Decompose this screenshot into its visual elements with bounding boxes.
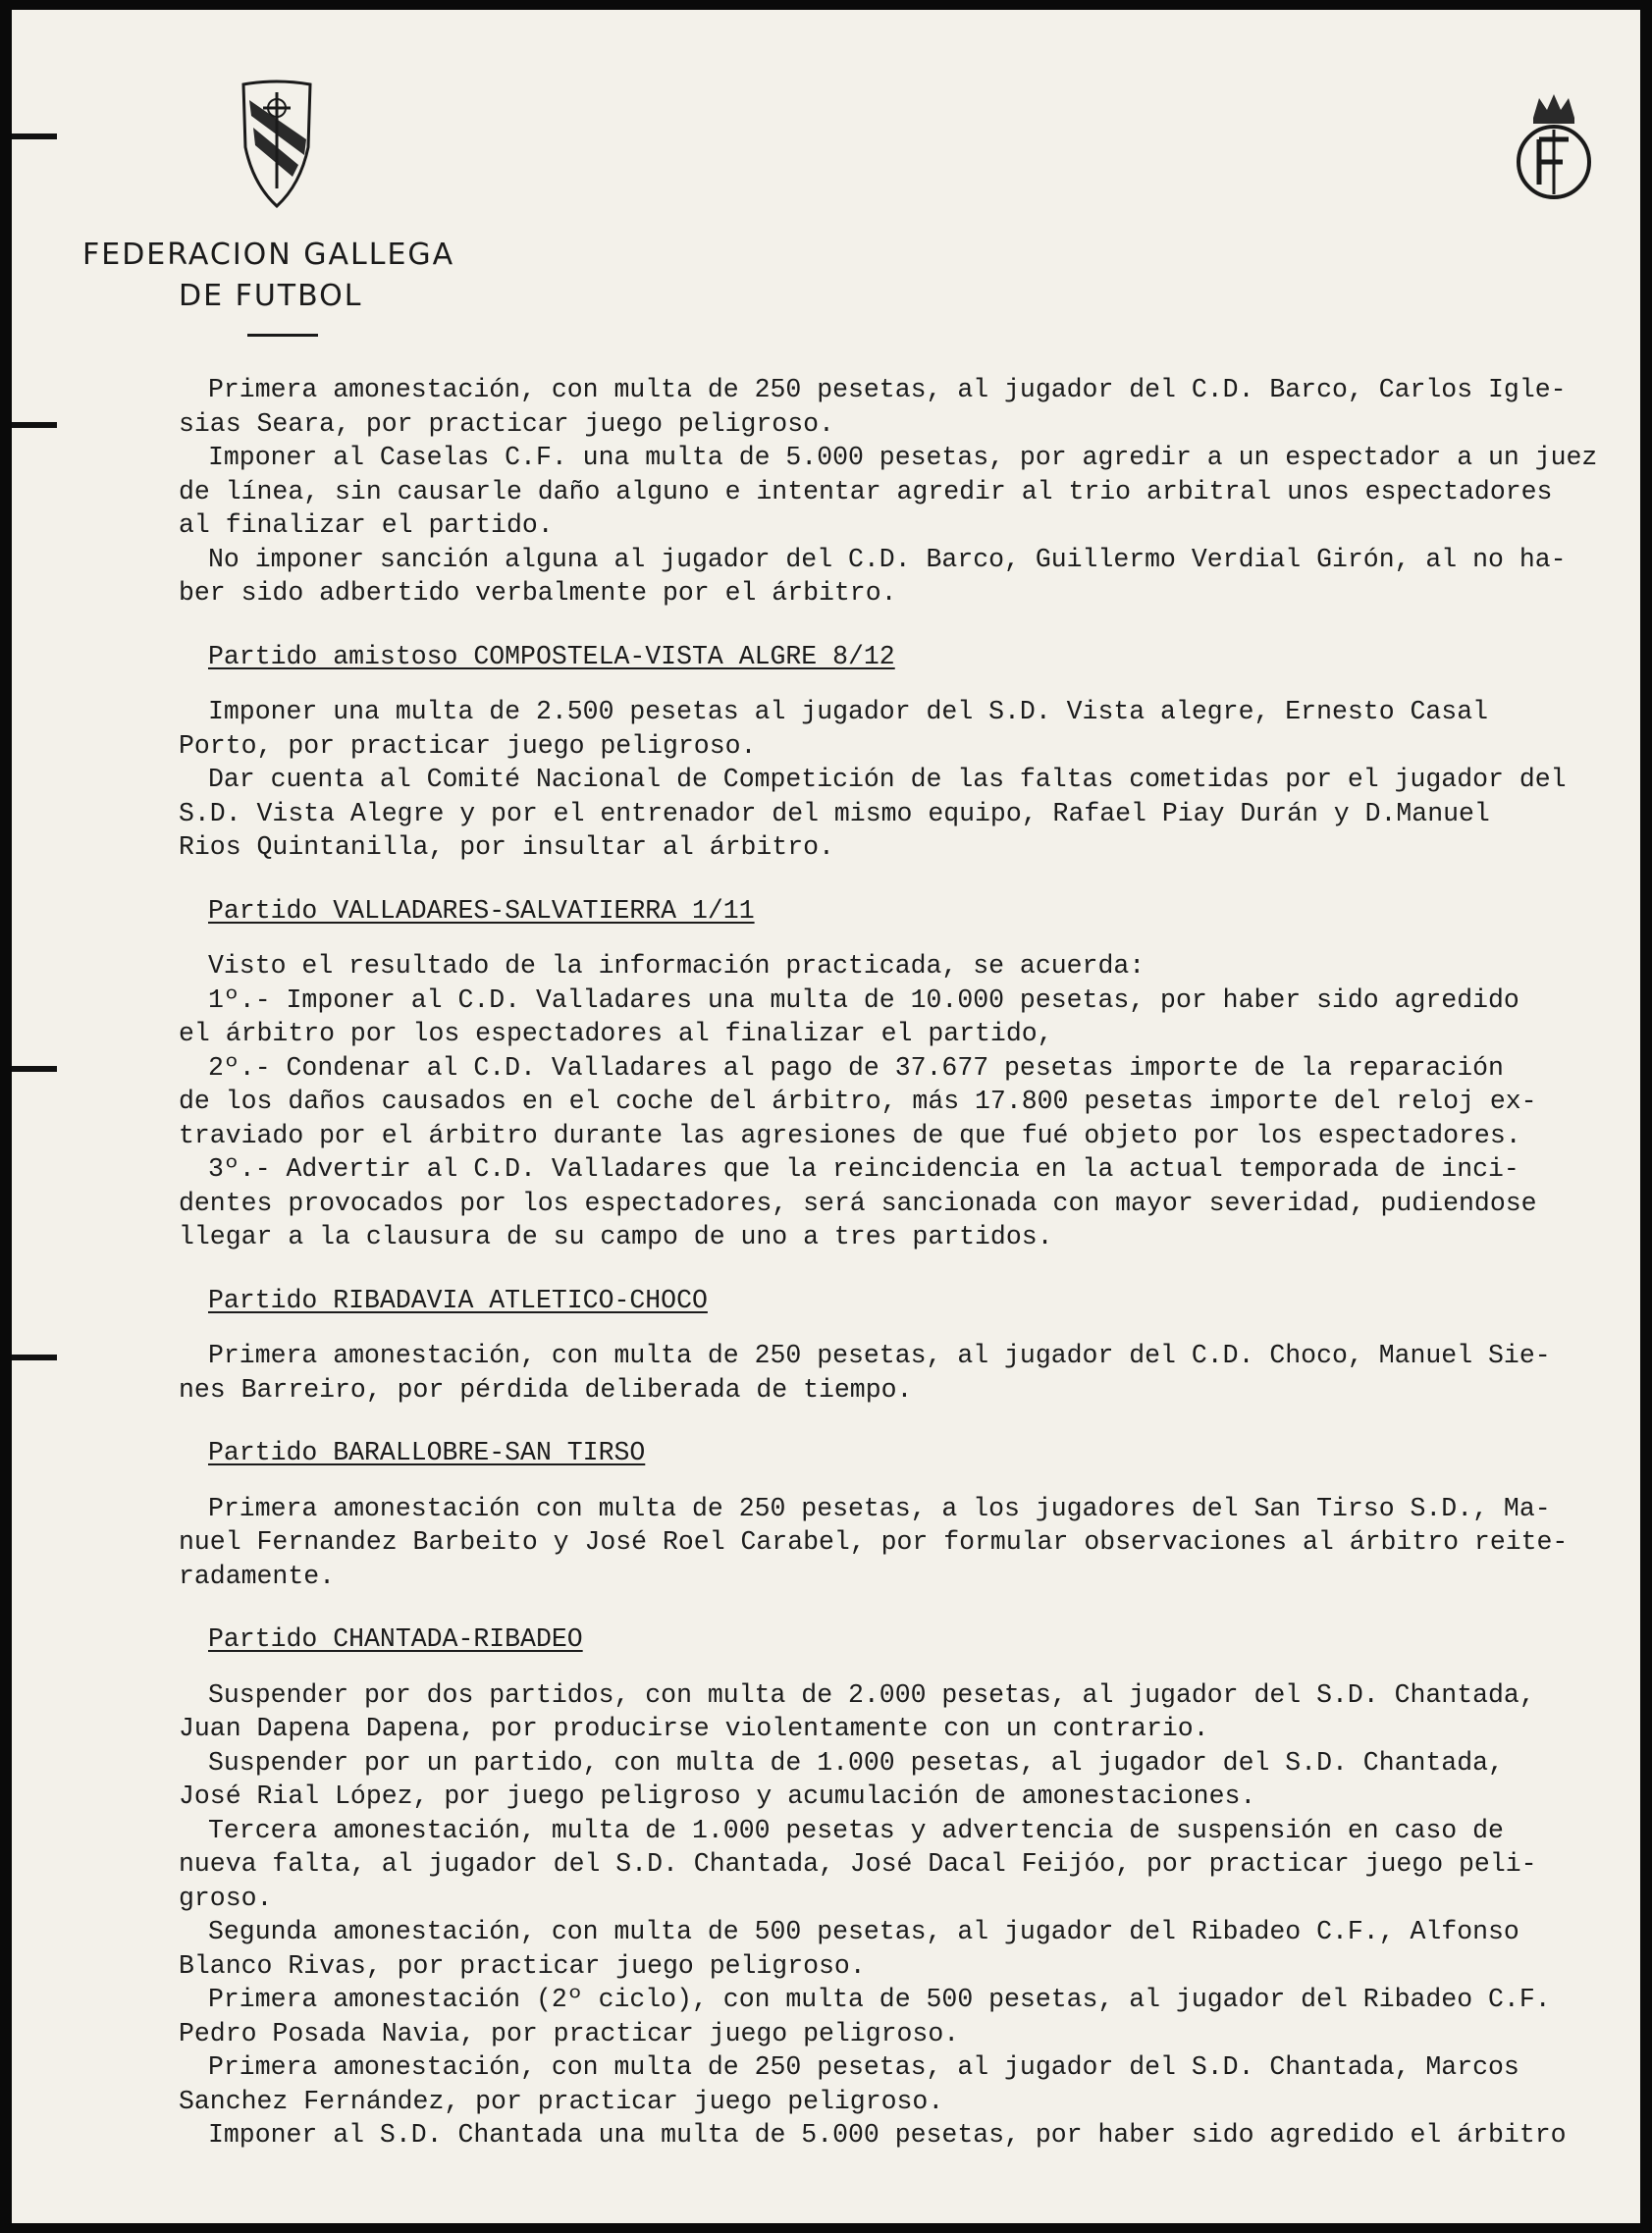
- text-line: Juan Dapena Dapena, por producirse violentamente con un contrario.: [179, 1714, 1209, 1743]
- text-line: Suspender por dos partidos, con multa de 2.000 pesetas, al jugador del S.D. Chantada,: [208, 1679, 1535, 1710]
- text-line: al finalizar el partido.: [179, 510, 554, 540]
- text-line: Imponer una multa de 2.500 pesetas al jugador del S.D. Vista alegre, Ernesto Casal: [208, 697, 1489, 726]
- federation-shield-icon: [238, 79, 316, 211]
- text-line: dentes provocados por los espectadores, será sancionada con mayor severidad, pudiendose: [179, 1188, 1537, 1218]
- text-line: Rios Quintanilla, por insultar al árbitro.: [179, 832, 834, 862]
- text-line: de los daños causados en el coche del árbitro, más 17.800 pesetas importe del reloj ex-: [179, 1087, 1537, 1116]
- text-line: ber sido adbertido verbalmente por el árbitro.: [179, 578, 897, 608]
- text-line: Sanchez Fernández, por practicar juego peligroso.: [179, 2086, 944, 2116]
- binder-hole-mark: [12, 1066, 57, 1072]
- text-line: radamente.: [179, 1561, 336, 1591]
- section-heading: Partido amistoso COMPOSTELA-VISTA ALGRE 8/12: [208, 641, 895, 671]
- text-line: de línea, sin causarle daño alguno e intentar agredir al trio arbitral unos espectadores: [179, 476, 1553, 506]
- text-line: Visto el resultado de la información practicada, se acuerda:: [208, 951, 1146, 981]
- text-line: Blanco Rivas, por practicar juego peligroso.: [179, 1950, 866, 1981]
- text-line: S.D. Vista Alegre y por el entrenador del mismo equipo, Rafael Piay Durán y D.Manuel: [179, 798, 1490, 828]
- text-line: 3º.- Advertir al C.D. Valladares que la reincidencia en la actual temporada de inci-: [208, 1154, 1519, 1184]
- text-line: Imponer al Caselas C.F. una multa de 5.000 pesetas, por agredir a un espectador a un juez: [208, 443, 1598, 472]
- document-body: [179, 373, 1640, 2153]
- text-line: el árbitro por los espectadores al finalizar el partido,: [179, 1019, 1053, 1048]
- organization-name-subline: DE FUTBOL: [179, 279, 363, 313]
- text-line: 1º.- Imponer al C.D. Valladares una multa de 10.000 pesetas, por haber sido agredido: [208, 984, 1519, 1015]
- text-line: Primera amonestación, con multa de 250 pesetas, al jugador del S.D. Chantada, Marcos: [208, 2052, 1519, 2082]
- text-line: groso.: [179, 1883, 273, 1913]
- binder-hole-mark: [12, 1355, 57, 1360]
- organization-name: FEDERACION GALLEGA: [82, 238, 455, 272]
- text-line: traviado por el árbitro durante las agresiones de que fué objeto por los espectadores.: [179, 1120, 1521, 1150]
- letterhead-rule: [247, 334, 318, 337]
- text-line: Primera amonestación, con multa de 250 pesetas, al jugador del C.D. Choco, Manuel Sie-: [208, 1341, 1551, 1370]
- text-line: No imponer sanción alguna al jugador del C.D. Barco, Guillermo Verdial Girón, al no ha-: [208, 544, 1567, 574]
- letterhead: [71, 69, 483, 363]
- text-line: Segunda amonestación, con multa de 500 pesetas, al jugador del Ribadeo C.F., Alfonso: [208, 1917, 1519, 1946]
- section-heading: Partido BARALLOBRE-SAN TIRSO: [208, 1438, 646, 1467]
- text-line: Primera amonestación, con multa de 250 pesetas, al jugador del C.D. Barco, Carlos Igle-: [208, 375, 1567, 404]
- text-line: Dar cuenta al Comité Nacional de Competición de las faltas cometidas por el jugador del: [208, 765, 1567, 794]
- text-line: Pedro Posada Navia, por practicar juego peligroso.: [179, 2018, 960, 2048]
- text-line: 2º.- Condenar al C.D. Valladares al pago de 37.677 pesetas importe de la reparación: [208, 1052, 1504, 1083]
- text-line: Suspender por un partido, con multa de 1.000 pesetas, al jugador del S.D. Chantada,: [208, 1747, 1504, 1778]
- text-line: nuel Fernandez Barbeito y José Roel Carabel, por formular observaciones al árbitro reite-: [179, 1527, 1569, 1557]
- document-page: [12, 10, 1640, 2223]
- binder-hole-mark: [12, 133, 57, 139]
- text-line: Porto, por practicar juego peligroso.: [179, 730, 757, 761]
- section-heading: Partido RIBADAVIA ATLETICO-CHOCO: [208, 1285, 708, 1315]
- text-line: José Rial López, por juego peligroso y acumulación de amonestaciones.: [179, 1781, 1256, 1811]
- text-line: nueva falta, al jugador del S.D. Chantada, José Dacal Feijóo, por practicar juego peli-: [179, 1849, 1537, 1879]
- royal-crown-crest-icon: [1510, 88, 1598, 201]
- section-heading: Partido VALLADARES-SALVATIERRA 1/11: [208, 895, 755, 926]
- text-line: nes Barreiro, por pérdida deliberada de tiempo.: [179, 1374, 913, 1405]
- text-line: llegar a la clausura de su campo de uno a tres partidos.: [179, 1222, 1053, 1251]
- text-line: sias Seara, por practicar juego peligroso.: [179, 408, 834, 439]
- text-line: Tercera amonestación, multa de 1.000 pesetas y advertencia de suspensión en caso de: [208, 1815, 1504, 1845]
- section-heading: Partido CHANTADA-RIBADEO: [208, 1624, 583, 1654]
- text-line: Primera amonestación (2º ciclo), con multa de 500 pesetas, al jugador del Ribadeo C.F.: [208, 1985, 1551, 2014]
- text-line: Primera amonestación con multa de 250 pesetas, a los jugadores del San Tirso S.D., Ma-: [208, 1493, 1551, 1523]
- text-line: Imponer al S.D. Chantada una multa de 5.000 pesetas, por haber sido agredido el árbitro: [208, 2120, 1567, 2150]
- binder-hole-mark: [12, 422, 57, 428]
